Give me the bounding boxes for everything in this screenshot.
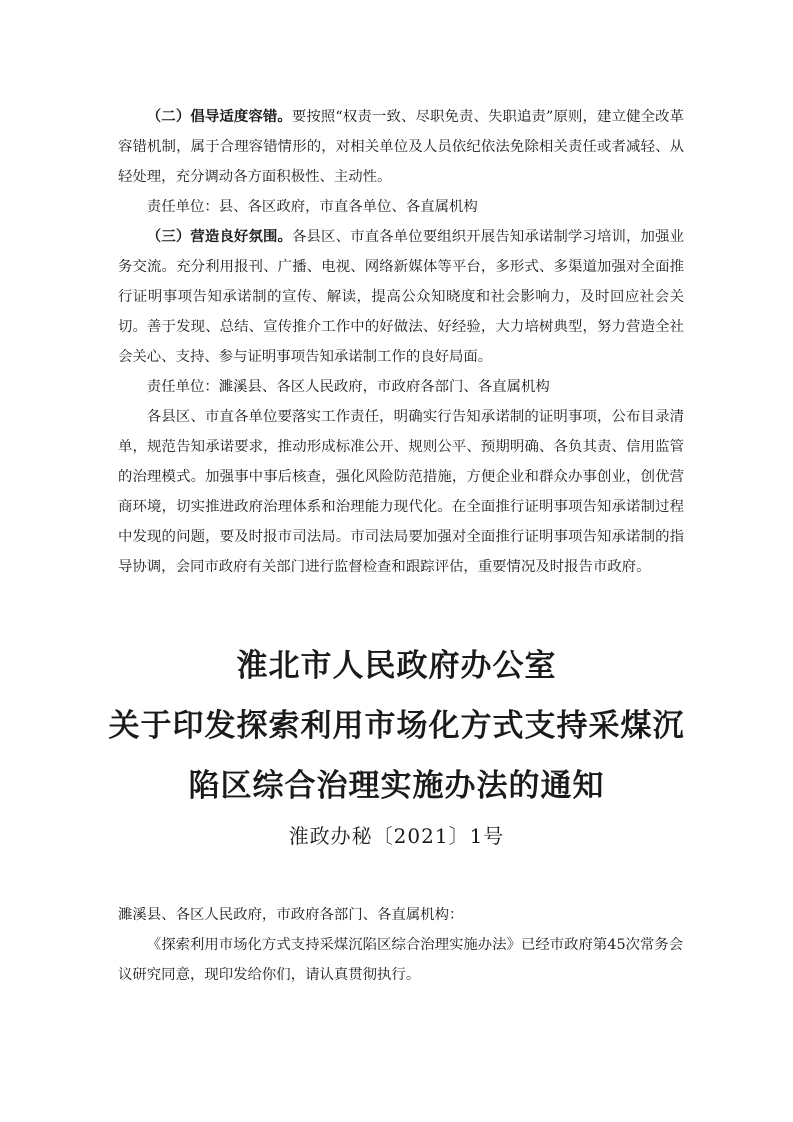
notice-title-line-3: 陷区综合治理实施办法的通知: [188, 768, 605, 804]
responsible-units-1: [118, 192, 684, 222]
paragraph-text: 各县区、市直各单位要落实工作责任，明确实行告知承诺制的证明事项，公布目录清单，规范告知承诺要求，推动形成标准公开、规则公平、预期明确、各负其责、信用监管的治理模式。加强事中事后核查，强化风险防范措施，方便企业和群众办事创业，创优营商环境，切实推进政府治理体系和治理能力现代化。在全面推行证明事项告知承诺制过程中发现的问题，要及时报市司法局。市司法局要加强对全面推行证明事项告知承诺制的指导协调，会同市政府有关部门进行监督检查和跟踪评估，重要情况及时报告市政府。: [118, 409, 684, 575]
notice-paragraph: 《探索利用市场化方式支持采煤沉陷区综合治理实施办法》已经市政府第45次常务会议研究同意，现印发给你们，请认真贯彻执行。: [118, 937, 684, 983]
addressee: 濉溪县、各区人民政府，市政府各部门、各直属机构：: [118, 907, 464, 923]
paragraph-heading: （三）营造良好氛围。: [146, 228, 293, 245]
paragraph-atmosphere: [118, 222, 684, 372]
paragraph-text: 责任单位：濉溪县、各区人民政府，市政府各部门、各直属机构: [146, 379, 550, 395]
notice-body: [118, 900, 684, 990]
paragraph-text: 责任单位：县、各区政府，市直各单位、各直属机构: [146, 199, 478, 215]
paragraph-text: 要按照“权责一致、尽职免责、失职追责”原则，建立健全改革容错机制，属于合理容错情形的，对相关单位及人员依纪依法免除相关责任或者减轻、从轻处理，充分调动各方面积极性、主动性。: [118, 109, 684, 185]
paragraph-text: 各县区、市直各单位要组织开展告知承诺制学习培训，加强业务交流。充分利用报刊、广播、电视、网络新媒体等平台，多形式、多渠道加强对全面推行证明事项告知承诺制的宣传、解读，提高公众知晓度和社会影响力，及时回应社会关切。善于发现、总结、宣传推介工作中的好做法、好经验，大力培树典型，努力营造全社会关心、支持、参与证明事项告知承诺制工作的良好局面。: [118, 229, 684, 365]
document-number: 淮政办秘〔2021〕1号: [288, 824, 505, 848]
paragraph-heading: （二）倡导适度容错。: [146, 108, 292, 125]
notice-title-line-2: 关于印发探索利用市场化方式支持采煤沉: [108, 708, 685, 744]
responsible-units-2: [118, 372, 684, 402]
upper-section: [118, 102, 684, 582]
notice-title-line-1: 淮北市人民政府办公室: [236, 648, 557, 684]
paragraph-implementation: [118, 402, 684, 582]
paragraph-fault-tolerance: [118, 102, 684, 192]
